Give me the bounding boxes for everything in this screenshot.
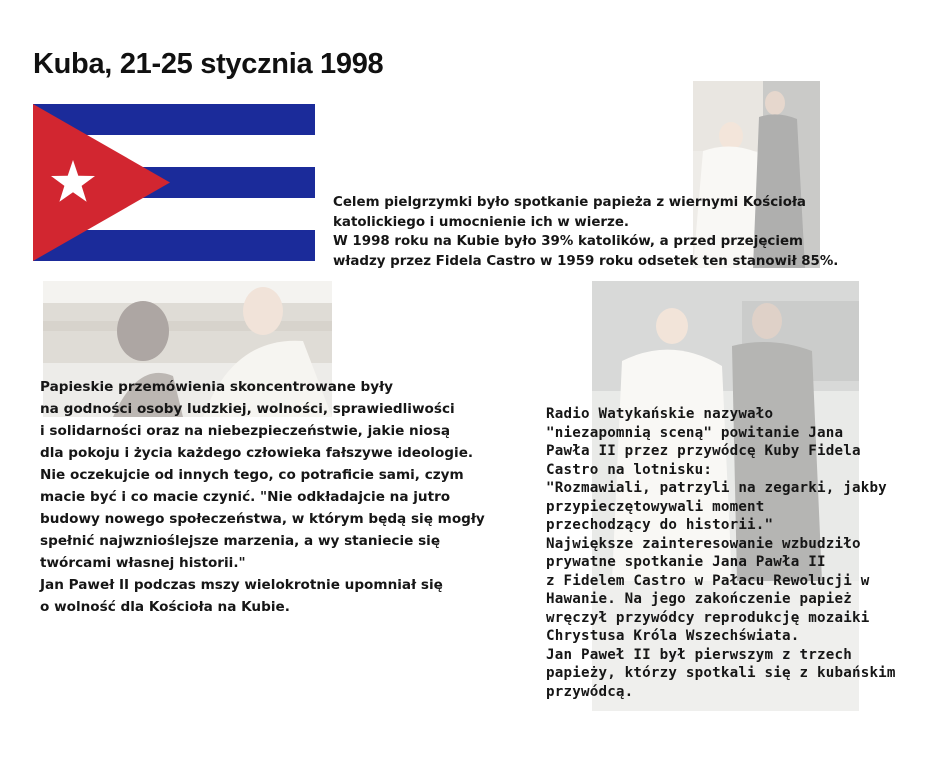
speeches-paragraph: [40, 376, 510, 618]
speeches-line: Papieskie przemówienia skoncentrowane były: [40, 379, 394, 395]
intro-line: W 1998 roku na Kubie było 39% katolików, a przed przejęciem: [333, 234, 803, 249]
speeches-line: budowy nowego społeczeństwa, w którym będą się mogły: [40, 511, 485, 527]
radio-paragraph: [546, 405, 906, 701]
speeches-line: o wolność dla Kościoła na Kubie.: [40, 599, 290, 615]
page-title: Kuba, 21-25 stycznia 1998: [33, 48, 384, 80]
radio-line: przechodzący do historii.": [546, 517, 774, 533]
speeches-line: spełnić najwznioślejsze marzenia, a wy staniecie się: [40, 533, 441, 549]
radio-line: Jan Paweł II był pierwszym z trzech: [546, 646, 852, 663]
radio-line: papieży, którzy spotkali się z kubańskim: [546, 665, 896, 681]
speeches-line: dla pokoju i życia każdego człowieka fałszywe ideologie.: [40, 445, 474, 461]
radio-line: wręczył przywódcy reprodukcję mozaiki: [546, 609, 870, 626]
radio-line: "niezapomnią sceną" powitanie Jana: [546, 424, 844, 441]
radio-line: Radio Watykańskie nazywało: [546, 406, 774, 422]
radio-line: "Rozmawiali, patrzyli na zegarki, jakby: [546, 480, 887, 496]
speeches-line: twórcami własnej historii.": [40, 555, 246, 571]
radio-line: Pawła II przez przywódcę Kuby Fidela: [546, 443, 861, 459]
radio-line: z Fidelem Castro w Pałacu Rewolucji w: [546, 572, 870, 589]
speeches-line: na godności osoby ludzkiej, wolności, sprawiedliwości: [40, 401, 455, 417]
radio-line: Castro na lotnisku:: [546, 461, 713, 478]
speeches-line: macie być i co macie czynić. "Nie odkładajcie na jutro: [40, 489, 451, 505]
radio-line: przypieczętowywali moment: [546, 498, 765, 515]
cuban-flag-icon: [33, 104, 315, 261]
radio-line: Największe zainteresowanie wzbudziło: [546, 535, 861, 552]
intro-paragraph: [333, 193, 893, 271]
radio-line: przywódcą.: [546, 683, 634, 700]
speeches-line: Jan Paweł II podczas mszy wielokrotnie upomniał się: [40, 577, 443, 593]
radio-line: Chrystusa Króla Wszechświata.: [546, 628, 800, 644]
radio-line: Hawanie. Na jego zakończenie papież: [546, 591, 852, 607]
intro-line: władzy przez Fidela Castro w 1959 roku odsetek ten stanowił 85%.: [333, 253, 839, 269]
speeches-line: Nie oczekujcie od innych tego, co potraficie sami, czym: [40, 467, 464, 483]
intro-line: Celem pielgrzymki było spotkanie papieża z wiernymi Kościoła: [333, 195, 806, 210]
radio-line: prywatne spotkanie Jana Pawła II: [546, 554, 826, 570]
speeches-line: i solidarności oraz na niebezpieczeństwie, jakie niosą: [40, 423, 450, 439]
intro-line: katolickiego i umocnienie ich w wierze.: [333, 214, 629, 230]
